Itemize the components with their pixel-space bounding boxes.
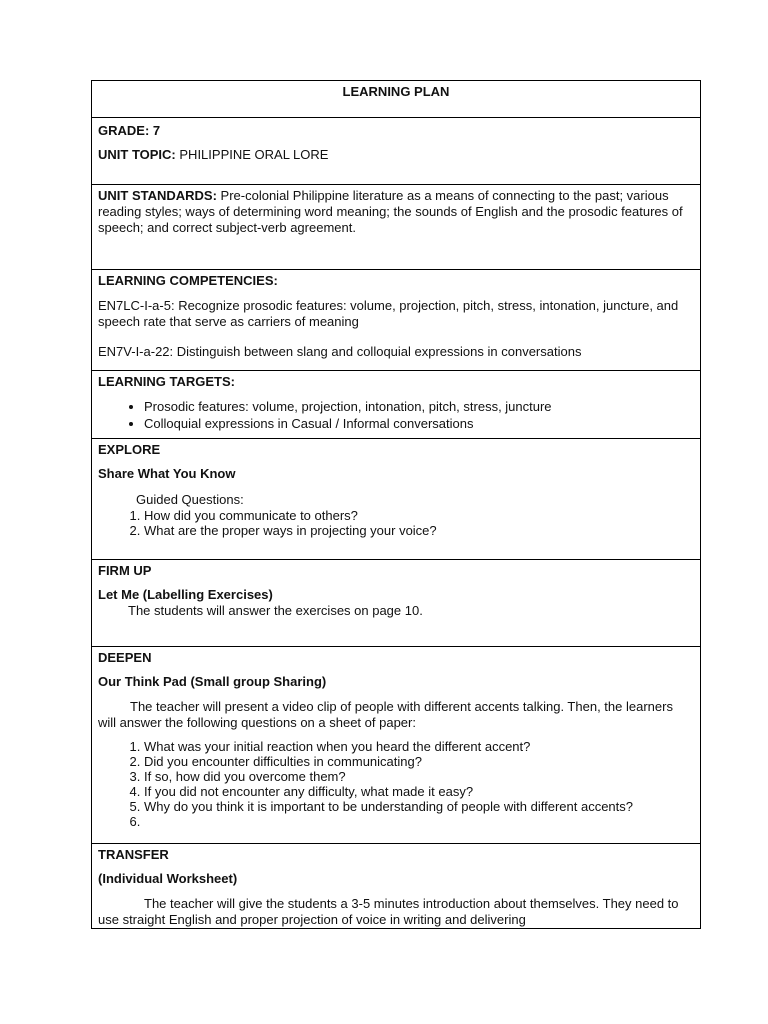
competency-item: EN7LC-I-a-5: Recognize prosodic features: volume, projection, pitch, stress, intonation, juncture, and speech rate that serve as carriers of meaning	[98, 298, 679, 329]
unit-standards-cell	[92, 185, 701, 270]
explore-questions-list	[98, 508, 694, 538]
list-item: 5. Why do you think it is important to be understanding of people with different accents?	[144, 799, 694, 814]
title-cell	[92, 81, 701, 118]
deepen-text: The teacher will present a video clip of people with different accents talking. Then, the learners will answer the following questions on a sheet of paper:	[98, 699, 673, 730]
learning-targets-label: LEARNING TARGETS:	[98, 374, 235, 389]
firm-up-label: FIRM UP	[98, 563, 152, 578]
learning-targets-list	[98, 399, 694, 431]
plan-title: LEARNING PLAN	[342, 84, 450, 99]
unit-standards-label: UNIT STANDARDS:	[98, 188, 217, 203]
learning-plan-table	[91, 80, 701, 929]
explore-label: EXPLORE	[98, 442, 161, 457]
learning-targets-cell	[92, 371, 701, 439]
list-item: 1. What was your initial reaction when you heard the different accent?	[144, 739, 694, 754]
list-item: 2. What are the proper ways in projecting your voice?	[144, 523, 694, 538]
unit-standards-text: Pre-colonial Philippine literature as a means of connecting to the past; various reading styles; ways of determining word meaning; the sounds of English and the prosodic features of speech; and correct subject-verb agreement.	[98, 188, 683, 235]
list-item: 1. How did you communicate to others?	[144, 508, 694, 523]
unit-topic-value: PHILIPPINE ORAL LORE	[179, 147, 329, 162]
transfer-label: TRANSFER	[98, 847, 169, 862]
grade-topic-cell	[92, 118, 701, 185]
learning-competencies-cell	[92, 270, 701, 371]
guided-questions-label: Guided Questions:	[136, 492, 244, 507]
list-item	[144, 814, 694, 829]
deepen-label: DEEPEN	[98, 650, 152, 665]
grade-topic-row	[92, 118, 701, 185]
grade-label: GRADE: 7	[98, 123, 161, 138]
explore-cell	[92, 439, 701, 560]
deepen-activity: Our Think Pad (Small group Sharing)	[98, 674, 327, 689]
firm-up-cell	[92, 560, 701, 647]
transfer-text: The teacher will give the students a 3-5 minutes introduction about themselves. They need to use straight English and proper projection of voice in writing and delivering	[98, 896, 679, 927]
firm-up-activity: Let Me (Labelling Exercises)	[98, 587, 273, 602]
deepen-questions-list	[98, 739, 694, 829]
learning-targets-row	[92, 371, 701, 439]
transfer-row	[92, 844, 701, 929]
firm-up-row	[92, 560, 701, 647]
list-item: 4. If you did not encounter any difficulty, what made it easy?	[144, 784, 694, 799]
explore-activity: Share What You Know	[98, 466, 236, 481]
unit-topic-label: UNIT TOPIC:	[98, 147, 176, 162]
title-row	[92, 81, 701, 118]
transfer-cell	[92, 844, 701, 929]
deepen-cell	[92, 647, 701, 844]
list-item: • Prosodic features: volume, projection, intonation, pitch, stress, juncture	[144, 399, 694, 414]
transfer-activity: (Individual Worksheet)	[98, 871, 238, 886]
learning-competencies-row	[92, 270, 701, 371]
learning-competencies-label: LEARNING COMPETENCIES:	[98, 273, 278, 288]
unit-standards-row	[92, 185, 701, 270]
list-item: • Colloquial expressions in Casual / Informal conversations	[144, 416, 694, 431]
explore-row	[92, 439, 701, 560]
list-item: 2. Did you encounter difficulties in communicating?	[144, 754, 694, 769]
competency-item: EN7V-I-a-22: Distinguish between slang and colloquial expressions in conversations	[98, 344, 582, 359]
deepen-row	[92, 647, 701, 844]
firm-up-text: The students will answer the exercises on page 10.	[128, 603, 423, 618]
list-item: 3. If so, how did you overcome them?	[144, 769, 694, 784]
